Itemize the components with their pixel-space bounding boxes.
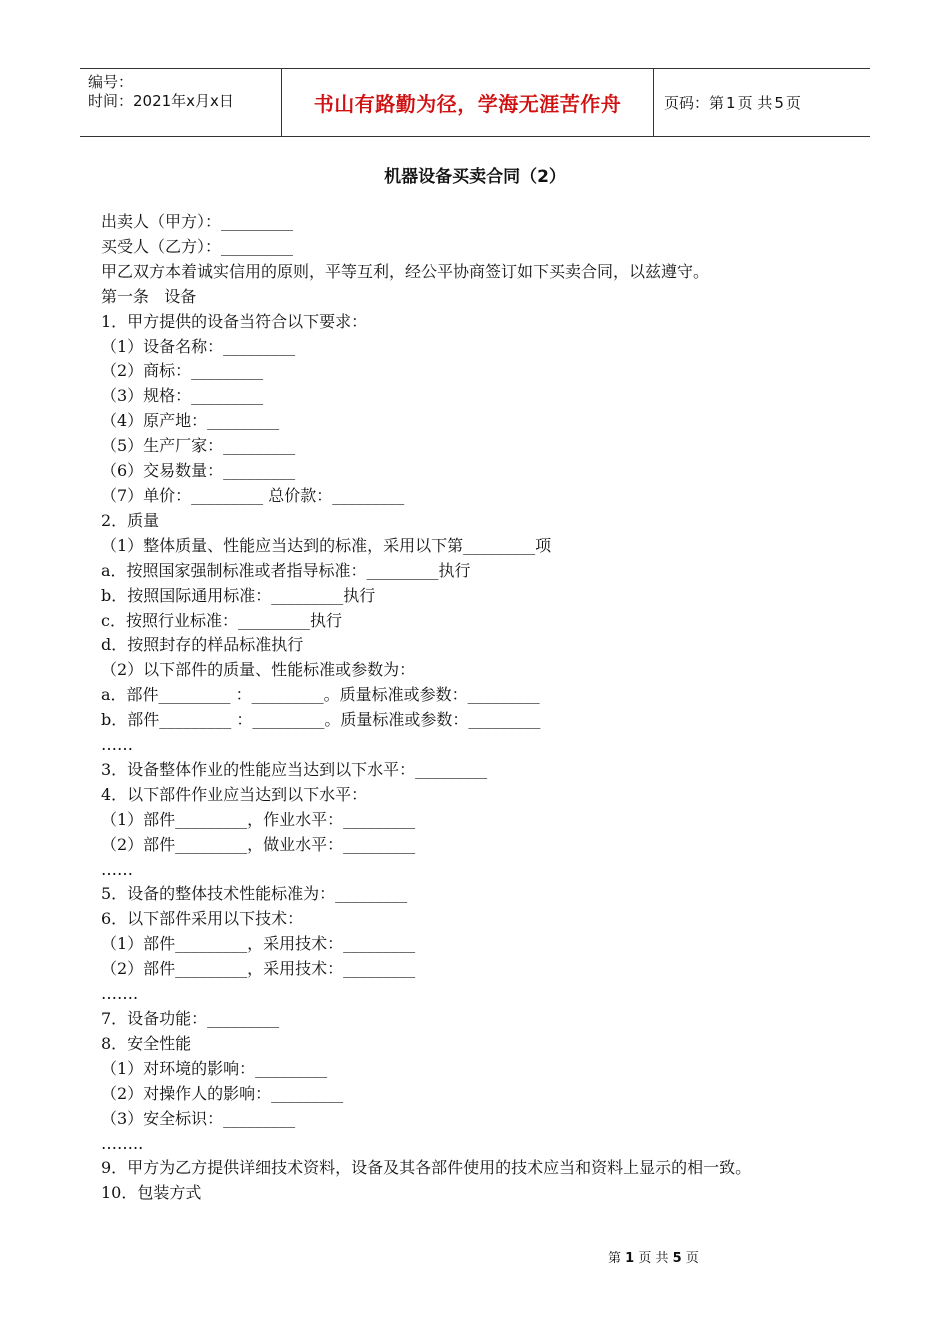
contract-line: 甲乙双方本着诚实信用的原则，平等互利，经公平协商签订如下买卖合同，以兹遵守。 bbox=[101, 261, 710, 281]
contract-line: （1）部件_________，作业水平：_________ bbox=[101, 809, 416, 829]
contract-line: 7．设备功能：_________ bbox=[101, 1009, 280, 1028]
footer-middle: 页 共 bbox=[638, 1251, 669, 1266]
header-page-cell bbox=[654, 69, 870, 136]
header-page-prefix: 页码：第 bbox=[664, 94, 725, 112]
header-page-current: 1 bbox=[726, 93, 736, 112]
contract-line: …… bbox=[101, 735, 133, 755]
contract-line: a．部件_________ ：_________。质量标准或参数：_________ bbox=[101, 685, 540, 705]
contract-line: 10．包装方式 bbox=[101, 1183, 202, 1203]
header-motto-cell bbox=[282, 69, 654, 136]
contract-line: …… bbox=[101, 859, 133, 879]
document-header bbox=[80, 68, 870, 137]
contract-line: 第一条 设备 bbox=[101, 286, 197, 306]
document-title: 机器设备买卖合同（2） bbox=[384, 167, 566, 187]
header-meta-cell bbox=[80, 69, 282, 136]
contract-line: 2．质量 bbox=[101, 510, 160, 530]
contract-line: ……. bbox=[101, 984, 139, 1004]
contract-line: （1）部件_________，采用技术：_________ bbox=[101, 934, 416, 954]
contract-line: （7）单价：_________ 总价款：_________ bbox=[101, 485, 405, 505]
contract-body bbox=[101, 210, 846, 1206]
contract-line: 5．设备的整体技术性能标准为：_________ bbox=[101, 884, 408, 904]
header-motto: 书山有路勤为径，学海无涯苦作舟 bbox=[313, 92, 622, 116]
contract-line: （2）商标：_________ bbox=[101, 361, 264, 381]
contract-line: 9．甲方为乙方提供详细技术资料，设备及其各部件使用的技术应当和资料上显示的相一致。 bbox=[101, 1158, 752, 1178]
contract-line: 8．安全性能 bbox=[101, 1033, 192, 1053]
contract-line: （1）整体质量、性能应当达到的标准，采用以下第_________项 bbox=[101, 535, 552, 555]
header-page-suffix: 页 bbox=[785, 94, 801, 112]
contract-line: （3）规格：_________ bbox=[101, 386, 264, 406]
page-footer bbox=[608, 1247, 699, 1266]
footer-suffix: 页 bbox=[685, 1251, 699, 1266]
contract-line: （2）部件_________，做业水平：_________ bbox=[101, 834, 416, 854]
contract-line: b．按照国际通用标准：_________执行 bbox=[101, 585, 376, 605]
contract-line: a．按照国家强制标准或者指导标准：_________执行 bbox=[101, 560, 471, 580]
contract-line: 4．以下部件作业应当达到以下水平： bbox=[101, 784, 368, 804]
contract-line: （2）以下部件的质量、性能标准或参数为： bbox=[101, 660, 416, 680]
contract-line: 1．甲方提供的设备当符合以下要求： bbox=[101, 311, 368, 331]
contract-line: （2）部件_________，采用技术：_________ bbox=[101, 959, 416, 979]
contract-line: 出卖人（甲方）：_________ bbox=[101, 212, 294, 231]
contract-line: （3）安全标识：_________ bbox=[101, 1108, 296, 1128]
document-time-label: 时间：2021年x月x日 bbox=[88, 92, 234, 110]
contract-line: b．部件_________ ：_________。质量标准或参数：_________ bbox=[101, 710, 541, 730]
footer-page-current: 1 bbox=[625, 1251, 635, 1266]
contract-line: （1）设备名称：_________ bbox=[101, 336, 296, 356]
document-number-label: 编号： bbox=[88, 73, 134, 91]
contract-line: c．按照行业标准：_________执行 bbox=[101, 610, 342, 630]
contract-line: （5）生产厂家：_________ bbox=[101, 436, 296, 456]
header-page-middle: 页 共 bbox=[737, 94, 773, 112]
contract-line: 买受人（乙方）：_________ bbox=[101, 236, 294, 256]
contract-line: （2）对操作人的影响：_________ bbox=[101, 1083, 344, 1103]
contract-line: 3．设备整体作业的性能应当达到以下水平：_________ bbox=[101, 759, 488, 779]
contract-line: 6．以下部件采用以下技术： bbox=[101, 909, 304, 929]
contract-line: d．按照封存的样品标准执行 bbox=[101, 635, 304, 655]
footer-prefix: 第 bbox=[608, 1251, 622, 1266]
header-page-total: 5 bbox=[774, 93, 784, 112]
contract-line: （6）交易数量：_________ bbox=[101, 461, 296, 481]
contract-line: （1）对环境的影响：_________ bbox=[101, 1058, 328, 1078]
contract-line: …….. bbox=[101, 1133, 144, 1153]
footer-page-total: 5 bbox=[672, 1251, 682, 1266]
contract-line: （4）原产地：_________ bbox=[101, 411, 280, 431]
